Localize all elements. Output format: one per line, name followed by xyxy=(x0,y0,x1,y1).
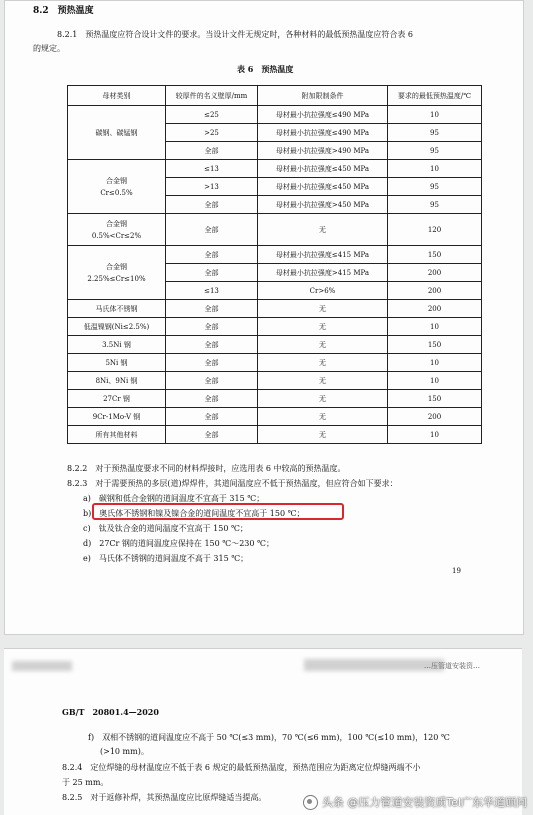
col-header-material: 母材类别 xyxy=(68,86,166,106)
material-label-line: 5Ni 钢 xyxy=(105,358,128,367)
col-header-min-temp: 要求的最低预热温度/℃ xyxy=(388,86,482,106)
cell-min-temp: 200 xyxy=(388,300,482,318)
cell-material xyxy=(68,106,166,160)
cell-min-temp: 10 xyxy=(388,354,482,372)
cell-condition: 母材最小抗拉强度≤415 MPa xyxy=(258,246,388,264)
cell-min-temp: 95 xyxy=(388,178,482,196)
table-body xyxy=(68,106,482,444)
table-row xyxy=(68,300,482,318)
standard-code: GB/T 20801.4—2020 xyxy=(62,707,159,717)
material-label-line: 9Cr-1Mo-V 钢 xyxy=(92,412,141,421)
paragraph-8-2-1-line2: 的规定。 xyxy=(33,44,65,53)
watermark-text: 头条 @压力管道安装资质Tel广东华道顾问 xyxy=(321,796,527,809)
cell-min-temp: 150 xyxy=(388,390,482,408)
cell-condition: Cr>6% xyxy=(258,282,388,300)
cell-thickness: 全部 xyxy=(166,390,258,408)
cell-thickness: 全部 xyxy=(166,408,258,426)
paragraph-8-2-4-line1: 8.2.4 定位焊缝的母材温度应不低于表 6 规定的最低预热温度，预热范围应为距离定位焊缝两端不小 xyxy=(62,763,421,772)
cell-condition: 无 xyxy=(258,408,388,426)
cell-thickness: >13 xyxy=(166,178,258,196)
cell-min-temp: 120 xyxy=(388,214,482,246)
material-label-line: 马氏体不锈钢 xyxy=(95,304,138,313)
table-row xyxy=(68,214,482,246)
cell-thickness: 全部 xyxy=(166,336,258,354)
material-label-line: 27Cr 钢 xyxy=(103,394,130,403)
cell-condition: 无 xyxy=(258,426,388,444)
cell-thickness: 全部 xyxy=(166,214,258,246)
list-item-d: d) 27Cr 钢的道间温度应保持在 150 ℃～230 ℃； xyxy=(83,539,274,548)
document-page-2 xyxy=(4,648,522,815)
cell-condition: 母材最小抗拉强度≤450 MPa xyxy=(258,178,388,196)
toutiao-logo-icon xyxy=(303,795,318,810)
cell-material xyxy=(68,300,166,318)
material-label-line: 3.5Ni 钢 xyxy=(102,340,131,349)
document-page-1 xyxy=(4,0,524,635)
paragraph-8-2-5: 8.2.5 对于返修补焊，其预热温度应比原焊缝适当提高。 xyxy=(62,793,267,802)
cell-material xyxy=(68,246,166,300)
cell-thickness: 全部 xyxy=(166,196,258,214)
cell-thickness: ≤25 xyxy=(166,106,258,124)
section-heading: 8.2 预热温度 xyxy=(33,6,94,16)
table-row xyxy=(68,106,482,124)
cell-material xyxy=(68,372,166,390)
cell-thickness: 全部 xyxy=(166,372,258,390)
header-right-text: …压管道安装资… xyxy=(424,662,480,670)
cell-material xyxy=(68,390,166,408)
cell-min-temp: 200 xyxy=(388,282,482,300)
cell-thickness: 全部 xyxy=(166,246,258,264)
material-label-line: Cr≤0.5% xyxy=(100,188,133,197)
preheat-temperature-table xyxy=(67,85,482,444)
cell-thickness: 全部 xyxy=(166,264,258,282)
cell-min-temp: 150 xyxy=(388,336,482,354)
cell-material xyxy=(68,336,166,354)
cell-condition: 无 xyxy=(258,354,388,372)
list-item-f-line2: (>10 mm)。 xyxy=(100,747,149,756)
cell-min-temp: 95 xyxy=(388,196,482,214)
cell-condition: 无 xyxy=(258,390,388,408)
cell-min-temp: 150 xyxy=(388,246,482,264)
cell-min-temp: 200 xyxy=(388,264,482,282)
cell-condition: 母材最小抗拉强度>415 MPa xyxy=(258,264,388,282)
table-row xyxy=(68,246,482,264)
paragraph-8-2-3: 8.2.3 对于需要预热的多层(道)焊焊件，其道间温度应不低于预热温度，但应符合如下要求： xyxy=(67,479,398,488)
cell-condition: 母材最小抗拉强度>450 MPa xyxy=(258,196,388,214)
blurred-header-left xyxy=(12,661,72,671)
page-number: 19 xyxy=(452,567,461,575)
table-row xyxy=(68,390,482,408)
highlight-box xyxy=(92,503,344,520)
material-label-line: 8Ni、9Ni 钢 xyxy=(95,376,138,385)
cell-condition: 无 xyxy=(258,300,388,318)
paragraph-8-2-2: 8.2.2 对于预热温度要求不同的材料焊接时，应选用表 6 中较高的预热温度。 xyxy=(67,464,346,473)
cell-thickness: ≤13 xyxy=(166,282,258,300)
table-row xyxy=(68,318,482,336)
cell-material xyxy=(68,214,166,246)
cell-thickness: 全部 xyxy=(166,142,258,160)
cell-min-temp: 10 xyxy=(388,160,482,178)
list-item-a: a) 碳钢和低合金钢的道间温度不宜高于 315 ℃； xyxy=(83,494,265,503)
table-header-row xyxy=(68,86,482,106)
cell-thickness: 全部 xyxy=(166,300,258,318)
cell-material xyxy=(68,318,166,336)
blurred-header-right xyxy=(304,659,444,671)
table-title: 表 6 预热温度 xyxy=(237,64,294,74)
cell-min-temp: 10 xyxy=(388,426,482,444)
list-item-c: c) 钛及钛合金的道间温度不宜高于 150 ℃； xyxy=(83,524,248,533)
table-row xyxy=(68,372,482,390)
col-header-condition: 附加限制条件 xyxy=(258,86,388,106)
paragraph-8-2-4-line2: 于 25 mm。 xyxy=(62,778,109,787)
list-item-b: b) 奥氏体不锈钢和镍及镍合金的道间温度不宜高于 150 ℃； xyxy=(83,509,305,518)
table-row xyxy=(68,408,482,426)
watermark xyxy=(303,794,527,810)
cell-material xyxy=(68,354,166,372)
cell-condition: 母材最小抗拉强度≤490 MPa xyxy=(258,106,388,124)
cell-thickness: >25 xyxy=(166,124,258,142)
cell-condition: 无 xyxy=(258,214,388,246)
cell-thickness: ≤13 xyxy=(166,160,258,178)
cell-min-temp: 95 xyxy=(388,142,482,160)
cell-material xyxy=(68,408,166,426)
table-row xyxy=(68,160,482,178)
paragraph-8-2-1-line1: 8.2.1 预热温度应符合设计文件的要求。当设计文件无规定时，各种材料的最低预热温度应符合表 6 xyxy=(57,30,413,39)
cell-thickness: 全部 xyxy=(166,426,258,444)
cell-condition: 母材最小抗拉强度≤490 MPa xyxy=(258,124,388,142)
cell-condition: 无 xyxy=(258,336,388,354)
material-label-line: 合金钢 xyxy=(106,219,127,228)
cell-min-temp: 10 xyxy=(388,318,482,336)
cell-condition: 母材最小抗拉强度≤450 MPa xyxy=(258,160,388,178)
col-header-thickness: 较厚件的名义壁厚/mm xyxy=(166,86,258,106)
material-label-line: 碳钢、碳锰钢 xyxy=(95,128,138,137)
cell-material xyxy=(68,160,166,214)
cell-min-temp: 200 xyxy=(388,408,482,426)
cell-thickness: 全部 xyxy=(166,318,258,336)
cell-min-temp: 95 xyxy=(388,124,482,142)
cell-condition: 母材最小抗拉强度>490 MPa xyxy=(258,142,388,160)
material-label-line: 0.5%<Cr≤2% xyxy=(91,231,142,240)
table-row xyxy=(68,336,482,354)
cell-min-temp: 10 xyxy=(388,372,482,390)
table-row xyxy=(68,426,482,444)
table-row xyxy=(68,354,482,372)
material-label-line: 合金钢 xyxy=(106,262,127,271)
cell-condition: 无 xyxy=(258,372,388,390)
material-label-line: 合金钢 xyxy=(106,176,127,185)
cell-condition: 无 xyxy=(258,318,388,336)
cell-thickness: 全部 xyxy=(166,354,258,372)
list-item-e: e) 马氏体不锈钢的道间温度不高于 315 ℃； xyxy=(83,554,249,563)
cell-min-temp: 10 xyxy=(388,106,482,124)
material-label-line: 2.25%≤Cr≤10% xyxy=(87,274,146,283)
cell-material xyxy=(68,426,166,444)
material-label-line: 所有其他材料 xyxy=(95,430,138,439)
list-item-f-line1: f) 双相不锈钢的道间温度应不高于 50 ℃(≤3 mm)，70 ℃(≤6 mm)，100 ℃(≤10 mm)，120 ℃ xyxy=(88,733,450,742)
material-label-line: 低温镍钢(Ni≤2.5%) xyxy=(83,322,150,331)
